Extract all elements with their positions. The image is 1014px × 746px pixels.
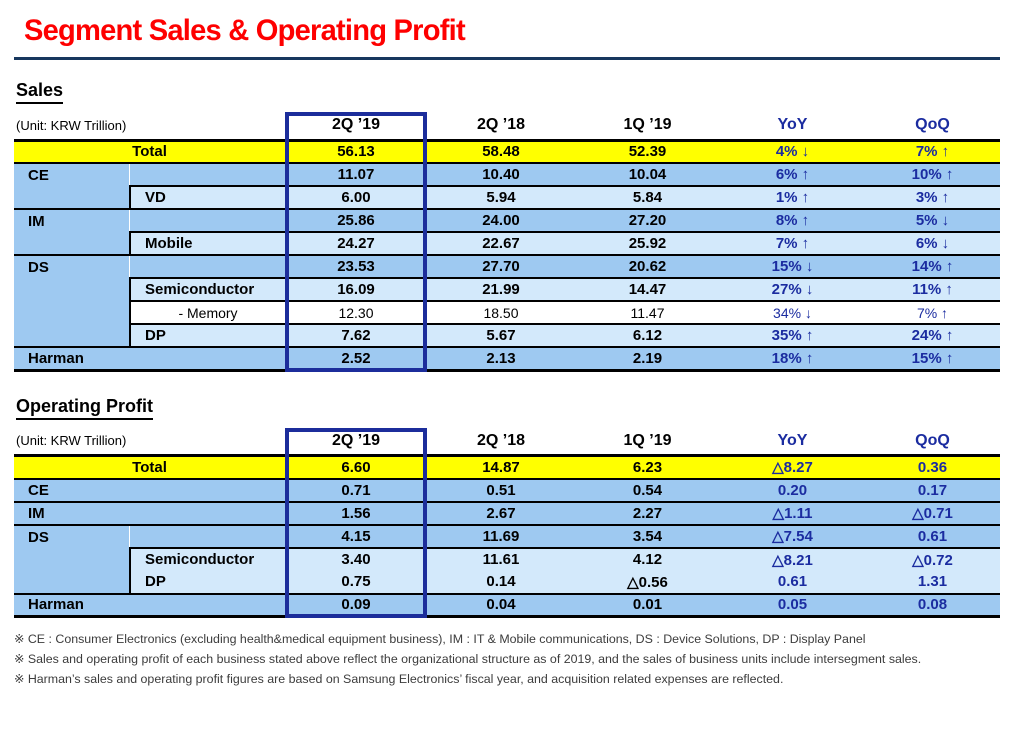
unit-label: (Unit: KRW Trillion) xyxy=(14,428,285,456)
row-label: DS xyxy=(14,525,130,594)
value-cell-qoq: △0.72 xyxy=(865,548,1000,571)
value-cell-2q-19: 1.56 xyxy=(285,502,427,525)
value-cell-2q-19: 6.00 xyxy=(285,186,427,209)
value-cell-2q-18: 5.94 xyxy=(427,186,575,209)
row-label: Total xyxy=(14,140,285,163)
col-header-qoq: QoQ xyxy=(865,428,1000,456)
col-header-1q-19: 1Q ’19 xyxy=(575,112,720,140)
row-label-filler xyxy=(130,525,285,548)
row-label-filler xyxy=(130,255,285,278)
value-cell-1q-19: 3.54 xyxy=(575,525,720,548)
value-cell-2q-18: 0.04 xyxy=(427,594,575,617)
value-cell-qoq: 24% ↑ xyxy=(865,324,1000,347)
row-label: - Memory xyxy=(130,301,285,324)
value-cell-qoq: 15% ↑ xyxy=(865,347,1000,370)
value-cell-1q-19: △0.56 xyxy=(627,573,668,591)
value-cell-2q-19: 4.15 xyxy=(285,525,427,548)
value-cell-2q-19: 0.09 xyxy=(285,594,427,617)
value-cell-qoq: △0.71 xyxy=(865,502,1000,525)
value-cell-yoy: 4% ↓ xyxy=(720,140,865,163)
value-cell-yoy: 34% ↓ xyxy=(720,301,865,324)
row-label: CE xyxy=(14,479,285,502)
value-cell-2q-18: 11.61 xyxy=(427,548,575,571)
col-header-qoq: QoQ xyxy=(865,112,1000,140)
value-cell-2q-18: 24.00 xyxy=(427,209,575,232)
table-row-mobile xyxy=(14,232,1000,255)
value-cell-qoq: 14% ↑ xyxy=(865,255,1000,278)
value-cell-1q-19: 52.39 xyxy=(575,140,720,163)
row-label: VD xyxy=(130,186,285,209)
table-row-harman xyxy=(14,594,1000,617)
page-title: Segment Sales & Operating Profit xyxy=(24,14,465,47)
value-cell-1q-19: 5.84 xyxy=(575,186,720,209)
value-cell-1q-19: 0.01 xyxy=(575,594,720,617)
value-cell-yoy: △7.54 xyxy=(720,525,865,548)
value-cell-1q-19: 2.27 xyxy=(575,502,720,525)
table-row-im xyxy=(14,209,1000,232)
footnotes xyxy=(14,629,1014,689)
row-label: DP xyxy=(130,571,285,594)
table-row-ds xyxy=(14,525,1000,548)
footnote-3: ※ Harman’s sales and operating profit figures are based on Samsung Electronics’ fiscal year, and acquisition related expenses are reflected. xyxy=(14,672,784,686)
value-cell-1q-19: 27.20 xyxy=(575,209,720,232)
value-cell-yoy: 18% ↑ xyxy=(720,347,865,370)
value-cell-2q-19: 0.71 xyxy=(285,479,427,502)
value-cell-yoy: △8.21 xyxy=(720,548,865,571)
table-row-total xyxy=(14,140,1000,163)
row-label: Harman xyxy=(14,347,285,370)
value-cell-2q-18: 5.67 xyxy=(427,324,575,347)
table-row-dp xyxy=(14,324,1000,347)
value-cell-qoq: 10% ↑ xyxy=(865,163,1000,186)
row-label: Total xyxy=(14,456,285,479)
value-cell-2q-18: 2.67 xyxy=(427,502,575,525)
value-cell-2q-19: 23.53 xyxy=(285,255,427,278)
table-row-total xyxy=(14,456,1000,479)
value-cell-2q-18: 2.13 xyxy=(427,347,575,370)
table-row-ce xyxy=(14,479,1000,502)
value-cell-2q-19: 2.52 xyxy=(285,347,427,370)
value-cell-yoy: 15% ↓ xyxy=(720,255,865,278)
value-cell-2q-18: 11.69 xyxy=(427,525,575,548)
operating-profit-heading: Operating Profit xyxy=(16,396,153,420)
row-label: Semiconductor xyxy=(130,548,285,571)
value-cell-qoq: 11% ↑ xyxy=(865,278,1000,301)
table-row-im xyxy=(14,502,1000,525)
value-cell-yoy: 0.20 xyxy=(720,479,865,502)
col-header-1q-19: 1Q ’19 xyxy=(575,428,720,456)
col-header-2q-18: 2Q ’18 xyxy=(427,428,575,456)
value-cell-1q-19: 14.47 xyxy=(575,278,720,301)
col-header-yoy: YoY xyxy=(720,112,865,140)
value-cell-yoy: △1.11 xyxy=(720,502,865,525)
col-header-2q-19: 2Q ’19 xyxy=(285,428,427,456)
row-label: IM xyxy=(14,209,130,255)
value-cell-qoq: 0.61 xyxy=(865,525,1000,548)
row-label-filler xyxy=(130,163,285,186)
value-cell-qoq: 5% ↓ xyxy=(865,209,1000,232)
row-label: Semiconductor xyxy=(130,278,285,301)
row-label: Mobile xyxy=(130,232,285,255)
value-cell-2q-18: 18.50 xyxy=(427,301,575,324)
value-cell-2q-19: 3.40 xyxy=(285,548,427,571)
value-cell-1q-19: 20.62 xyxy=(575,255,720,278)
value-cell-yoy: 8% ↑ xyxy=(720,209,865,232)
header-row xyxy=(14,112,1000,140)
value-cell-qoq: 3% ↑ xyxy=(865,186,1000,209)
value-cell-2q-18: 0.51 xyxy=(427,479,575,502)
value-cell-yoy: 7% ↑ xyxy=(720,232,865,255)
value-cell-qoq: 1.31 xyxy=(917,573,948,590)
value-cell-1q-19: 0.54 xyxy=(575,479,720,502)
table-row-ce xyxy=(14,163,1000,186)
row-label: DP xyxy=(130,324,285,347)
col-header-2q-18: 2Q ’18 xyxy=(427,112,575,140)
value-cell-yoy: 6% ↑ xyxy=(720,163,865,186)
footnote-1: ※ CE : Consumer Electronics (excluding health&medical equipment business), IM : IT & Mobile communications, DS : Device Solutions, DP : Display Panel xyxy=(14,632,866,646)
title-underline xyxy=(14,57,1000,60)
table-row-harman xyxy=(14,347,1000,370)
value-cell-2q-19: 12.30 xyxy=(285,301,427,324)
sales-section-header xyxy=(16,80,1014,104)
operating-profit-section-header xyxy=(16,396,1014,420)
value-cell-2q-18: 0.14 xyxy=(486,573,516,590)
col-header-2q-19: 2Q ’19 xyxy=(285,112,427,140)
value-cell-2q-19: 16.09 xyxy=(285,278,427,301)
value-cell-qoq: 0.17 xyxy=(865,479,1000,502)
value-cell-1q-19: 6.12 xyxy=(575,324,720,347)
value-cell-2q-18: 21.99 xyxy=(427,278,575,301)
value-cell-1q-19: 4.12 xyxy=(575,548,720,571)
footnote-2: ※ Sales and operating profit of each business stated above reflect the organizational structure as of 2019, and the sales of business units include intersegment sales. xyxy=(14,652,922,666)
table-row-dp xyxy=(14,571,1000,594)
value-cell-yoy: △8.27 xyxy=(720,456,865,479)
row-label: CE xyxy=(14,163,130,209)
value-cell-1q-19: 10.04 xyxy=(575,163,720,186)
table-row-semiconductor xyxy=(14,278,1000,301)
value-cell-2q-19: 56.13 xyxy=(285,140,427,163)
value-cell-yoy: 27% ↓ xyxy=(720,278,865,301)
header-row xyxy=(14,428,1000,456)
table-row-memory xyxy=(14,301,1000,324)
sales-table-wrapper xyxy=(14,112,1000,372)
row-label: IM xyxy=(14,502,285,525)
operating-profit-table-wrapper xyxy=(14,428,1000,619)
row-label: DS xyxy=(14,255,130,347)
sales-heading: Sales xyxy=(16,80,63,104)
value-cell-yoy: 1% ↑ xyxy=(720,186,865,209)
sales-table xyxy=(14,112,1000,372)
value-cell-2q-19: 0.75 xyxy=(341,573,371,590)
value-cell-2q-19: 6.60 xyxy=(285,456,427,479)
value-cell-1q-19: 6.23 xyxy=(575,456,720,479)
value-cell-yoy: 0.61 xyxy=(777,573,808,590)
unit-label: (Unit: KRW Trillion) xyxy=(14,112,285,140)
value-cell-1q-19: 25.92 xyxy=(575,232,720,255)
value-cell-2q-18: 58.48 xyxy=(427,140,575,163)
value-cell-yoy: 0.05 xyxy=(720,594,865,617)
row-label: Harman xyxy=(14,594,285,617)
table-row-ds xyxy=(14,255,1000,278)
operating-profit-table xyxy=(14,428,1000,619)
value-cell-qoq: 7% ↑ xyxy=(865,140,1000,163)
value-cell-2q-18: 22.67 xyxy=(427,232,575,255)
row-label-filler xyxy=(130,209,285,232)
value-cell-qoq: 0.36 xyxy=(865,456,1000,479)
value-cell-qoq: 7% ↑ xyxy=(865,301,1000,324)
table-row-vd xyxy=(14,186,1000,209)
col-header-yoy: YoY xyxy=(720,428,865,456)
value-cell-yoy: 35% ↑ xyxy=(720,324,865,347)
value-cell-qoq: 0.08 xyxy=(865,594,1000,617)
value-cell-2q-18: 27.70 xyxy=(427,255,575,278)
value-cell-2q-19: 11.07 xyxy=(285,163,427,186)
value-cell-2q-19: 7.62 xyxy=(285,324,427,347)
value-cell-2q-19: 24.27 xyxy=(285,232,427,255)
value-cell-qoq: 6% ↓ xyxy=(865,232,1000,255)
value-cell-2q-19: 25.86 xyxy=(285,209,427,232)
value-cell-2q-18: 14.87 xyxy=(427,456,575,479)
value-cell-2q-18: 10.40 xyxy=(427,163,575,186)
value-cell-1q-19: 11.47 xyxy=(575,301,720,324)
table-row-semiconductor xyxy=(14,548,1000,571)
value-cell-1q-19: 2.19 xyxy=(575,347,720,370)
